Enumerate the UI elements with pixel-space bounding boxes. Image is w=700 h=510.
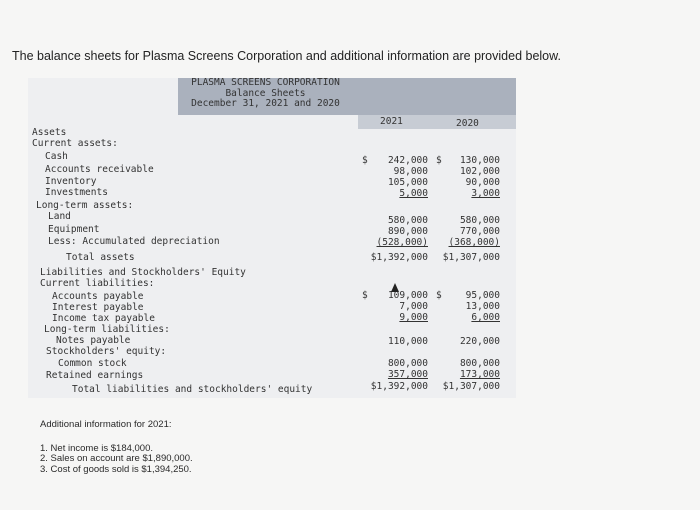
label-ar: Accounts receivable	[45, 164, 154, 175]
balance-sheet	[28, 78, 516, 398]
additional-info-item: 3. Cost of goods sold is $1,394,250.	[40, 463, 192, 475]
re-2021: 357,000	[387, 369, 428, 380]
dollar-cash-2020: $	[436, 155, 442, 166]
label-retained-earnings: Retained earnings	[46, 370, 144, 381]
inventory-2020: 90,000	[465, 177, 500, 188]
additional-info	[40, 420, 193, 475]
label-notes-payable: Notes payable	[56, 335, 131, 346]
cash-2020: 130,000	[459, 155, 500, 166]
label-total-le: Total liabilities and stockholders' equity	[72, 384, 313, 395]
interest-2021: 7,000	[399, 301, 428, 312]
equipment-2020: 770,000	[459, 226, 500, 237]
label-inventory: Inventory	[45, 176, 97, 187]
interest-2020: 13,000	[465, 301, 500, 312]
tax-2020: 6,000	[471, 312, 500, 323]
notes-2021: 110,000	[387, 336, 428, 347]
year-2020: 2020	[456, 118, 479, 129]
equipment-2021: 890,000	[387, 226, 428, 237]
statement-date: December 31, 2021 and 2020	[191, 98, 340, 109]
statement-title: Balance Sheets	[225, 87, 306, 99]
label-liab-equity: Liabilities and Stockholders' Equity	[40, 267, 246, 278]
label-ap: Accounts payable	[52, 291, 144, 302]
additional-info-item: 1. Net income is $184,000.	[40, 442, 154, 454]
tax-2021: 9,000	[399, 312, 428, 323]
label-interest-payable: Interest payable	[52, 302, 144, 313]
additional-info-item: 2. Sales on account are $1,890,000.	[40, 453, 193, 464]
investments-2020: 3,000	[471, 188, 500, 199]
additional-info-title: Additional information for 2021:	[40, 419, 172, 430]
investments-2021: 5,000	[399, 188, 428, 199]
label-total-assets: Total assets	[66, 252, 135, 263]
label-land: Land	[48, 211, 71, 222]
dollar-ap-2021: $	[362, 290, 368, 301]
label-equipment: Equipment	[48, 224, 100, 235]
sheet-header	[178, 78, 353, 110]
cs-2020: 800,000	[459, 358, 500, 369]
label-income-tax-payable: Income tax payable	[52, 313, 155, 324]
label-se: Stockholders' equity:	[46, 346, 167, 357]
ap-2020: 95,000	[465, 290, 500, 301]
accum-dep-2021: (528,000)	[376, 237, 428, 248]
cs-2021: 800,000	[387, 358, 428, 369]
company-name: PLASMA SCREENS CORPORATION	[191, 77, 340, 88]
total-le-2021: $1,392,000	[370, 381, 428, 392]
ar-2021: 98,000	[393, 166, 428, 177]
total-assets-2020: $1,307,000	[442, 252, 500, 263]
accum-dep-2020: (368,000)	[448, 237, 500, 248]
label-long-term-liab: Long-term liabilities:	[44, 324, 170, 335]
label-assets: Assets	[32, 127, 67, 138]
total-assets-2021: $1,392,000	[370, 252, 428, 263]
label-common-stock: Common stock	[58, 358, 127, 369]
label-accum-dep: Less: Accumulated depreciation	[48, 236, 220, 247]
land-2021: 580,000	[387, 215, 428, 226]
intro-text: The balance sheets for Plasma Screens Corporation and additional information are provided below.	[12, 49, 561, 63]
label-cash: Cash	[45, 151, 68, 162]
ar-2020: 102,000	[459, 166, 500, 177]
cash-2021: 242,000	[387, 155, 428, 166]
land-2020: 580,000	[459, 215, 500, 226]
dollar-ap-2020: $	[436, 290, 442, 301]
label-investments: Investments	[45, 187, 108, 198]
year-2021: 2021	[380, 116, 403, 127]
mouse-cursor-icon	[391, 283, 399, 292]
inventory-2021: 105,000	[387, 177, 428, 188]
label-long-term-assets: Long-term assets:	[36, 200, 134, 211]
dollar-cash-2021: $	[362, 155, 368, 166]
label-current-assets: Current assets:	[32, 138, 118, 149]
notes-2020: 220,000	[459, 336, 500, 347]
label-current-liab: Current liabilities:	[40, 278, 155, 289]
re-2020: 173,000	[459, 369, 500, 380]
total-le-2020: $1,307,000	[442, 381, 500, 392]
ap-2021: 109,000	[387, 290, 428, 301]
